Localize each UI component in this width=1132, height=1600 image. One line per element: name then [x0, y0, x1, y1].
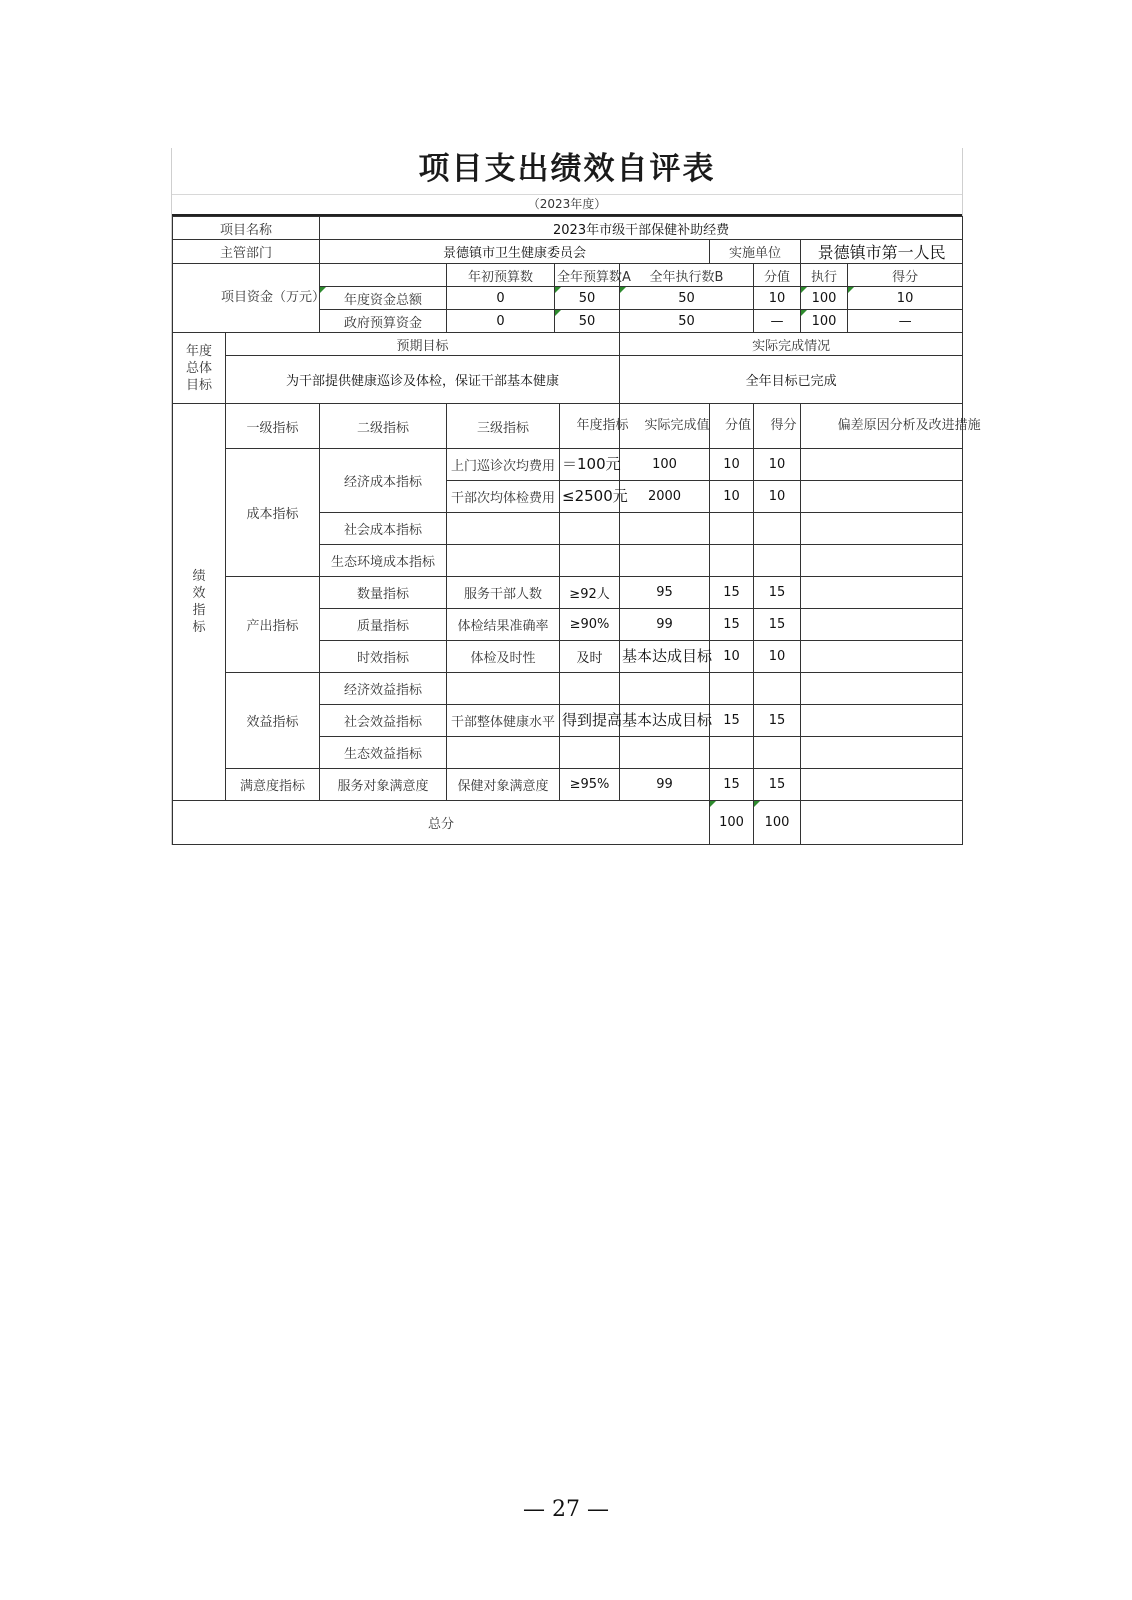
goals-label-text: 年度总体目标	[186, 343, 213, 393]
evaluation-sheet	[171, 148, 981, 845]
row0-score-value: 10	[710, 449, 754, 481]
header-analysis	[801, 404, 981, 449]
impl-unit-label: 实施单位	[710, 240, 801, 264]
row2-score	[754, 513, 801, 545]
row3-annual	[560, 545, 620, 577]
header-annual	[560, 404, 629, 449]
group-satisfaction: 满意度指标	[226, 769, 320, 801]
row0-l3: 上门巡诊次均费用	[447, 449, 560, 481]
page-number: — 27 —	[523, 1497, 609, 1522]
row7-l3	[447, 673, 560, 705]
fiscal-year: （2023年度）	[172, 195, 962, 216]
row0-l2: 经济成本指标	[320, 449, 447, 513]
row7-l2: 经济效益指标	[320, 673, 447, 705]
header-score-value	[710, 404, 754, 449]
row9-l2: 生态效益指标	[320, 737, 447, 769]
dept-label: 主管部门	[173, 240, 320, 264]
row2-l3	[447, 513, 560, 545]
row6-actual-text: 基本达成目标	[622, 646, 713, 665]
header-actual-text: 实际完成值	[644, 418, 710, 433]
row10-score: 15	[754, 769, 801, 801]
row10-l3: 保健对象满意度	[447, 769, 560, 801]
header-actual	[620, 404, 710, 449]
row1-score: 10	[754, 481, 801, 513]
row7-annual	[560, 673, 620, 705]
row8-analysis	[801, 705, 963, 737]
funds-gov-initial: 0	[447, 310, 555, 333]
dept-value: 景德镇市卫生健康委员会	[320, 240, 710, 264]
row5-analysis	[801, 609, 963, 641]
funds-header-score-value: 分值	[754, 264, 801, 287]
row4-annual: ≥92人	[560, 577, 620, 609]
row6-analysis	[801, 641, 963, 673]
row5-actual: 99	[620, 609, 710, 641]
row8-score: 15	[754, 705, 801, 737]
row9-score-value	[710, 737, 754, 769]
header-analysis-text: 偏差原因分析及改进措施	[837, 418, 981, 433]
row1-actual: 2000	[620, 481, 710, 513]
row8-l3: 干部整体健康水平	[447, 705, 560, 737]
funds-header-annual: 全年预算数A	[555, 264, 620, 287]
header-score	[754, 404, 801, 449]
goals-expected-label: 预期目标	[226, 333, 620, 356]
row6-actual	[620, 641, 713, 673]
row2-analysis	[801, 513, 963, 545]
goals-label	[173, 333, 226, 404]
row7-actual	[620, 673, 710, 705]
row6-annual: 及时	[560, 641, 620, 673]
header-level3: 三级指标	[447, 404, 560, 449]
row7-score-value	[710, 673, 754, 705]
row10-actual: 99	[620, 769, 710, 801]
funds-total-score: 10	[848, 287, 963, 310]
funds-label-text: 项目资金（万元）	[221, 290, 326, 305]
row3-score-value	[710, 545, 754, 577]
row6-l3: 体检及时性	[447, 641, 560, 673]
funds-total-annual: 50	[555, 287, 620, 310]
header-annual-text: 年度指标	[576, 418, 629, 433]
row8-annual-text: 得到提高	[562, 710, 623, 729]
total-score-value: 100	[710, 801, 754, 845]
total-label: 总分	[173, 801, 710, 845]
row9-score	[754, 737, 801, 769]
row5-l2: 质量指标	[320, 609, 447, 641]
funds-gov-exec-rate: 100	[801, 310, 848, 333]
row4-actual: 95	[620, 577, 710, 609]
header-level1: 一级指标	[226, 404, 320, 449]
row4-score: 15	[754, 577, 801, 609]
row0-annual	[560, 449, 620, 481]
funds-total-executed: 50	[620, 287, 754, 310]
row4-score-value: 15	[710, 577, 754, 609]
group-output: 产出指标	[226, 577, 320, 673]
row8-l2: 社会效益指标	[320, 705, 447, 737]
row4-l3: 服务干部人数	[447, 577, 560, 609]
project-name-value: 2023年市级干部保健补助经费	[320, 217, 963, 240]
goals-expected-value: 为干部提供健康巡诊及体检，保证干部基本健康	[226, 356, 620, 404]
row9-annual	[560, 737, 620, 769]
row3-l3	[447, 545, 560, 577]
row9-l3	[447, 737, 560, 769]
header-score-value-text: 分值	[725, 418, 752, 433]
indicators-section-label	[173, 404, 226, 801]
row10-analysis	[801, 769, 963, 801]
row9-analysis	[801, 737, 963, 769]
indicators-section-text: 绩效指标	[192, 569, 206, 635]
row3-score	[754, 545, 801, 577]
row1-l3: 干部次均体检费用	[447, 481, 560, 513]
funds-header-score: 得分	[848, 264, 963, 287]
project-name-label: 项目名称	[173, 217, 320, 240]
row4-analysis	[801, 577, 963, 609]
row5-l3: 体检结果准确率	[447, 609, 560, 641]
total-score: 100	[754, 801, 801, 845]
row8-annual	[560, 705, 623, 737]
funds-total-initial: 0	[447, 287, 555, 310]
row3-actual	[620, 545, 710, 577]
group-cost: 成本指标	[226, 449, 320, 577]
row2-annual	[560, 513, 620, 545]
funds-gov-label: 政府预算资金	[320, 310, 447, 333]
row0-annual-text: ＝100元	[562, 454, 621, 473]
funds-total-label: 年度资金总额	[320, 287, 447, 310]
funds-gov-annual: 50	[555, 310, 620, 333]
funds-label	[173, 264, 326, 333]
funds-total-exec-rate: 100	[801, 287, 848, 310]
impl-unit-value: 景德镇市第一人民	[801, 240, 963, 264]
row1-score-value: 10	[710, 481, 754, 513]
row2-actual	[620, 513, 710, 545]
row10-l2: 服务对象满意度	[320, 769, 447, 801]
funds-gov-score: —	[848, 310, 963, 333]
funds-header-executed: 全年执行数B	[620, 264, 754, 287]
funds-header-blank	[320, 264, 447, 287]
header-level2: 二级指标	[320, 404, 447, 449]
row5-annual: ≥90%	[560, 609, 620, 641]
row2-score-value	[710, 513, 754, 545]
row5-score: 15	[754, 609, 801, 641]
row6-score-value: 10	[710, 641, 754, 673]
row1-annual	[560, 481, 628, 513]
row9-actual	[620, 737, 710, 769]
row2-l2: 社会成本指标	[320, 513, 447, 545]
goals-actual-value: 全年目标已完成	[620, 356, 963, 404]
row1-analysis	[801, 481, 963, 513]
page-title: 项目支出绩效自评表	[418, 151, 716, 187]
funds-total-score-value: 10	[754, 287, 801, 310]
row6-score: 10	[754, 641, 801, 673]
row0-actual: 100	[620, 449, 710, 481]
row8-score-value: 15	[710, 705, 754, 737]
row10-score-value: 15	[710, 769, 754, 801]
row3-l2: 生态环境成本指标	[320, 545, 447, 577]
group-benefit: 效益指标	[226, 673, 320, 769]
row0-analysis	[801, 449, 963, 481]
row0-score: 10	[754, 449, 801, 481]
funds-header-initial: 年初预算数	[447, 264, 555, 287]
funds-gov-score-value: —	[754, 310, 801, 333]
row7-score	[754, 673, 801, 705]
row8-actual	[620, 705, 713, 737]
funds-gov-executed: 50	[620, 310, 754, 333]
row7-analysis	[801, 673, 963, 705]
row3-analysis	[801, 545, 963, 577]
row8-actual-text: 基本达成目标	[622, 710, 713, 729]
goals-actual-label: 实际完成情况	[620, 333, 963, 356]
header-score-text: 得分	[770, 418, 797, 433]
evaluation-table	[172, 216, 981, 845]
row6-l2: 时效指标	[320, 641, 447, 673]
row1-annual-text: ≤2500元	[562, 486, 628, 505]
row5-score-value: 15	[710, 609, 754, 641]
total-analysis	[801, 801, 963, 845]
funds-header-exec-rate: 执行	[801, 264, 848, 287]
row10-annual: ≥95%	[560, 769, 620, 801]
row4-l2: 数量指标	[320, 577, 447, 609]
